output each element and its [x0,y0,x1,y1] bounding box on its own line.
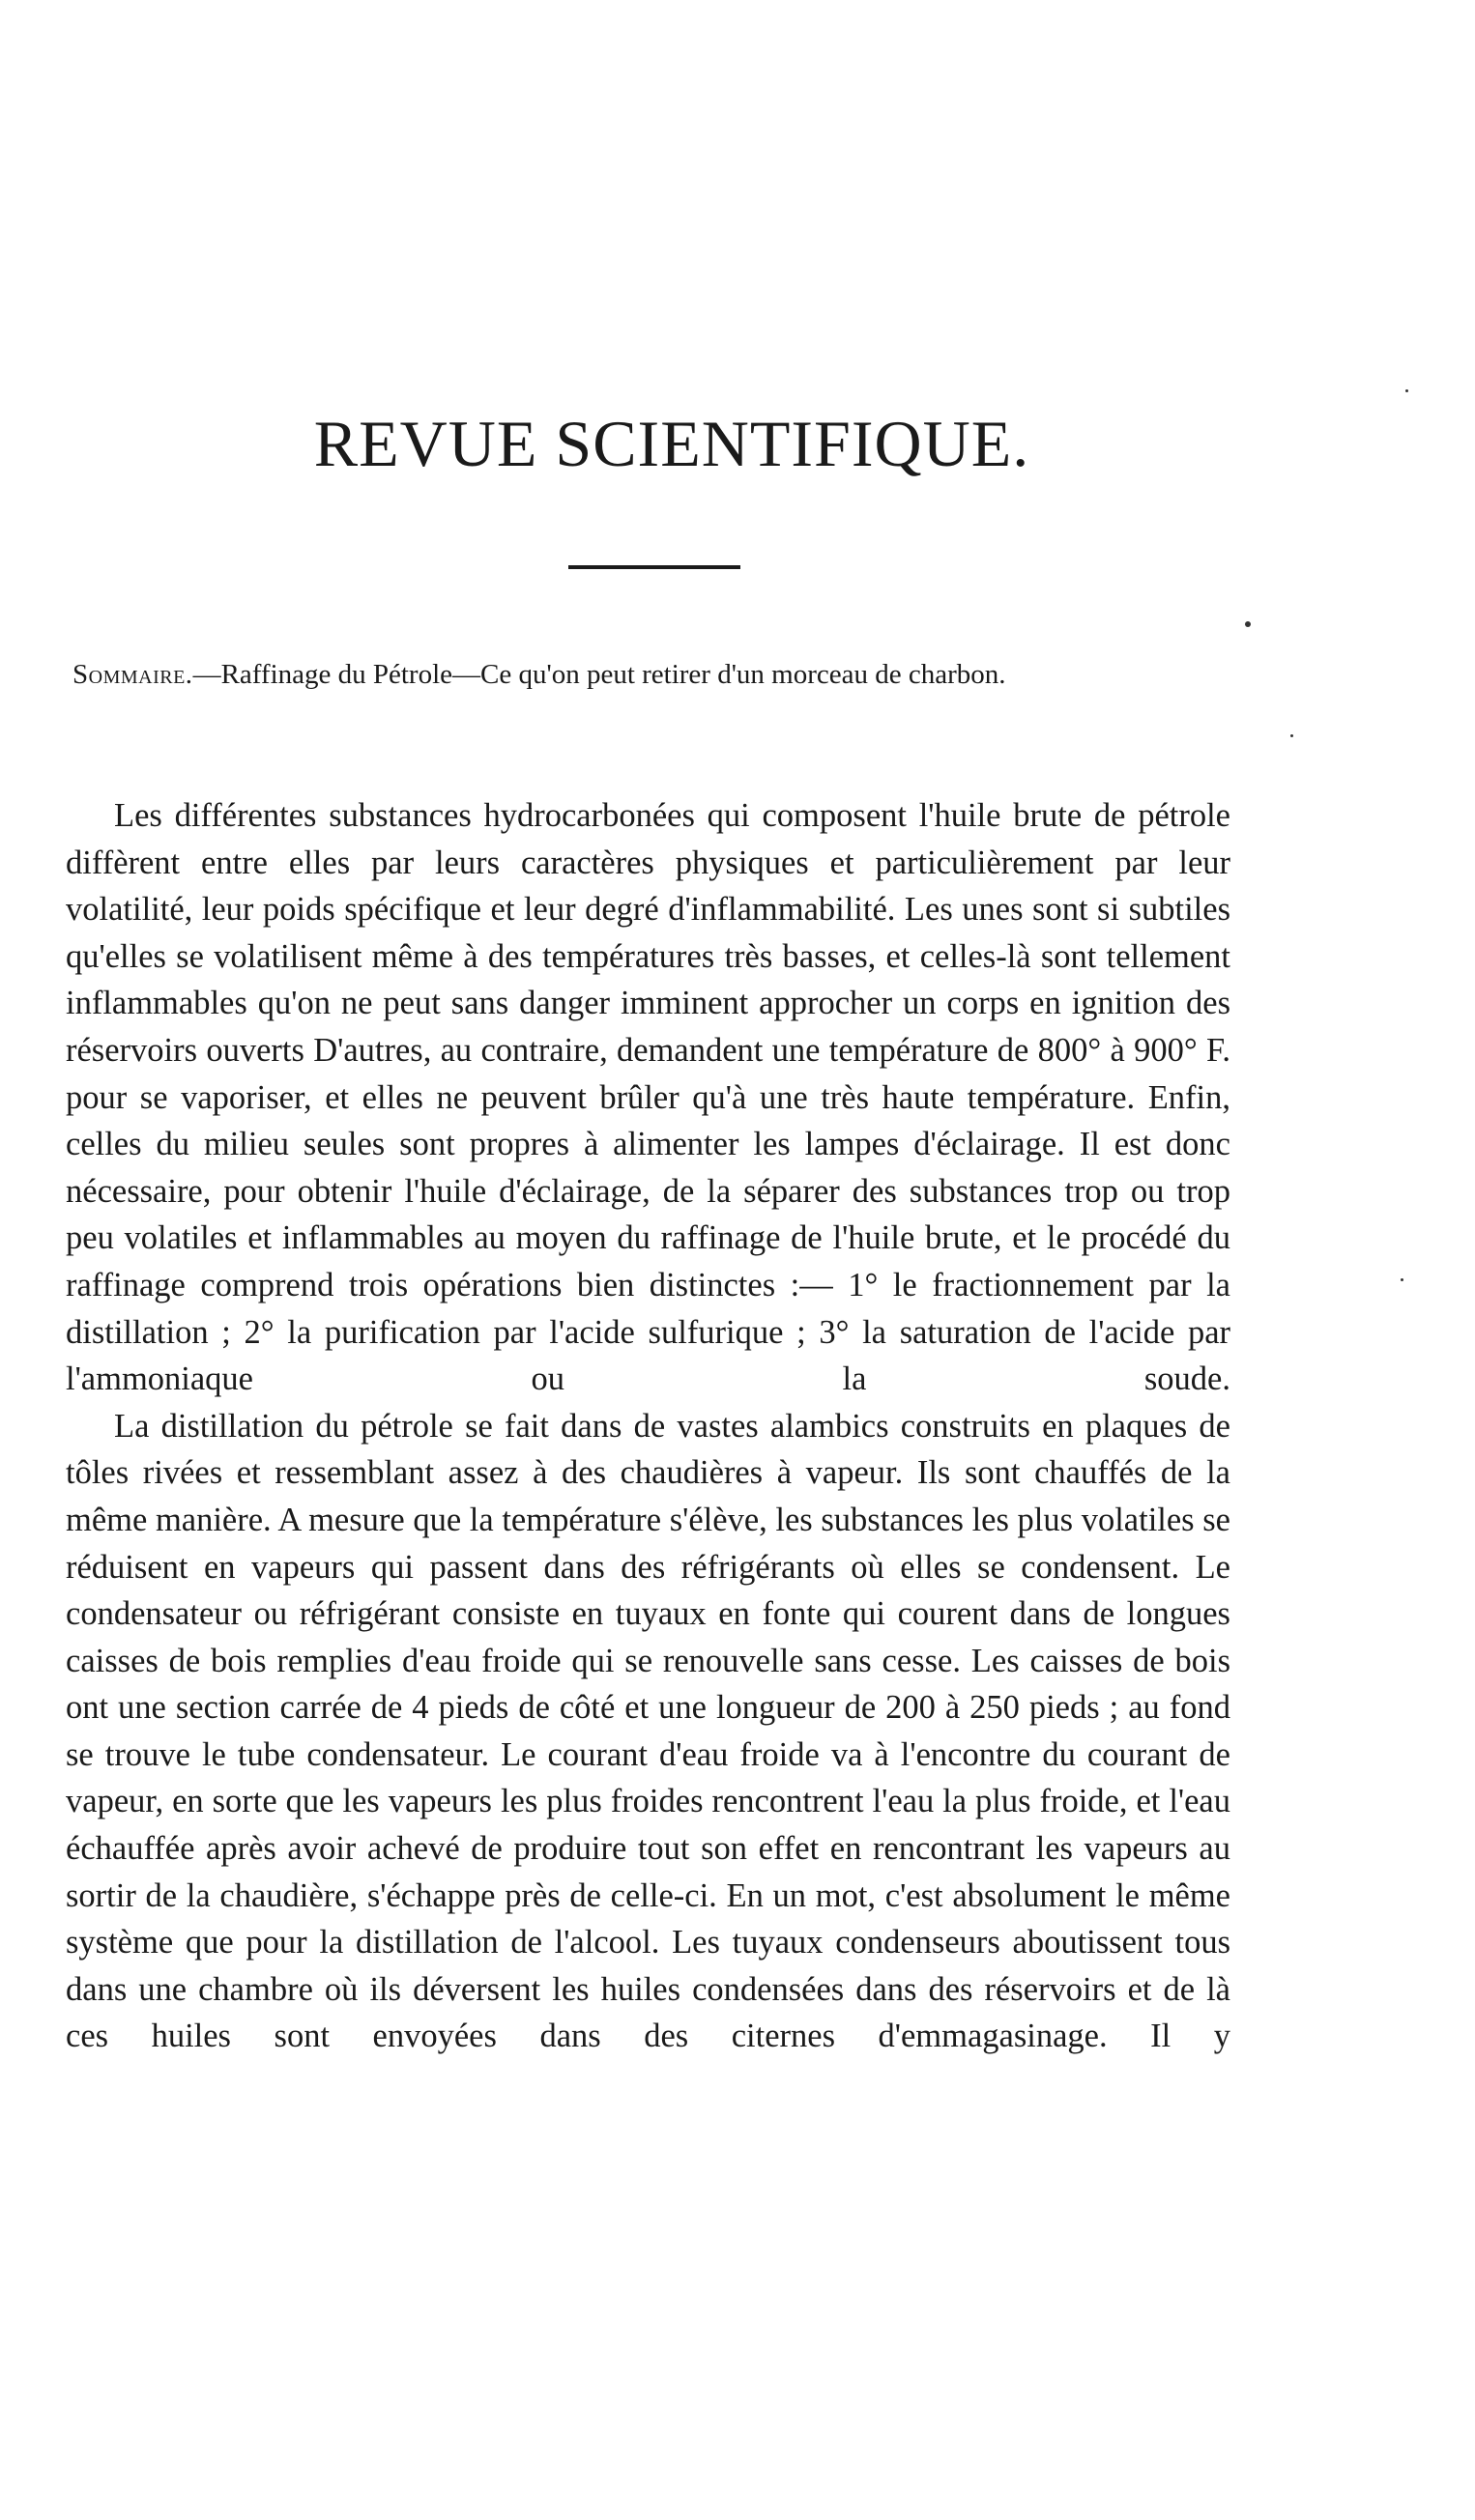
summary-text: —Raffinage du Pétrole—Ce qu'on peut retirer d'un morceau de charbon. [192,659,1006,690]
paragraph-1: Les différentes substances hydrocarbonées qui composent l'huile brute de pétrole diffèrent entre elles par leurs caractères physiques et particulièrement par leur volatilité, leur poids spécifique et leur degré d'inflammabilité. Les unes sont si subtiles qu'elles se volatilisent même à des températures très basses, et celles-là sont tellement inflammables qu'on ne peut sans danger imminent approcher un corps en ignition des réservoirs ouverts D'autres, au contraire, demandent une température de 800° à 900° F. pour se vaporiser, et elles ne peuvent brûler qu'à une très haute température. Enfin, celles du milieu seules sont propres à alimenter les lampes d'éclairage. Il est donc nécessaire, pour obtenir l'huile d'éclairage, de la séparer des substances trop ou trop peu volatiles et inflammables au moyen du raffinage de l'huile brute, et le procédé du raffinage comprend trois opérations bien distinctes :— 1° le fractionnement par la distillation ; 2° la purification par l'acide sulfurique ; 3° la saturation de l'acide par l'ammoniaque ou la soude. [66,797,1230,1398]
paragraph-2: La distillation du pétrole se fait dans de vastes alambics construits en plaques de tôles rivées et ressemblant assez à des chaudières à vapeur. Ils sont chauffés de la même manière. A mesure que la température s'élève, les substances les plus volatiles se réduisent en vapeurs qui passent dans des réfrigérants où elles se condensent. Le condensateur ou réfrigérant consiste en tuyaux en fonte qui courent dans de longues caisses de bois remplies d'eau froide qui se renouvelle sans cesse. Les caisses de bois ont une section carrée de 4 pieds de côté et une longueur de 200 à 250 pieds ; au fond se trouve le tube condensateur. Le courant d'eau froide va à l'encontre du courant de vapeur, en sorte que les vapeurs les plus froides rencontrent l'eau la plus froide, et l'eau échauffée après avoir achevé de produire tout son effet en rencontrant les vapeurs au sortir de la chaudière, s'échappe près de celle-ci. En un mot, c'est absolument le même système que pour la distillation de l'alcool. Les tuyaux condenseurs aboutissent tous dans une chambre où ils déversent les huiles condensées dans des réservoirs et de là ces huiles sont envoyées dans des citernes d'emmagasinage. Il y [66,1407,1230,2055]
scan-speck [1405,389,1408,392]
summary-line [72,659,1242,691]
article-body [66,792,1230,2060]
page-title: REVUE SCIENTIFIQUE. [313,407,1030,480]
scan-speck [1290,734,1293,737]
summary-label: Sommaire. [72,659,193,690]
scan-speck [1401,1278,1403,1281]
scan-speck [1245,621,1251,627]
title-divider [568,565,740,569]
